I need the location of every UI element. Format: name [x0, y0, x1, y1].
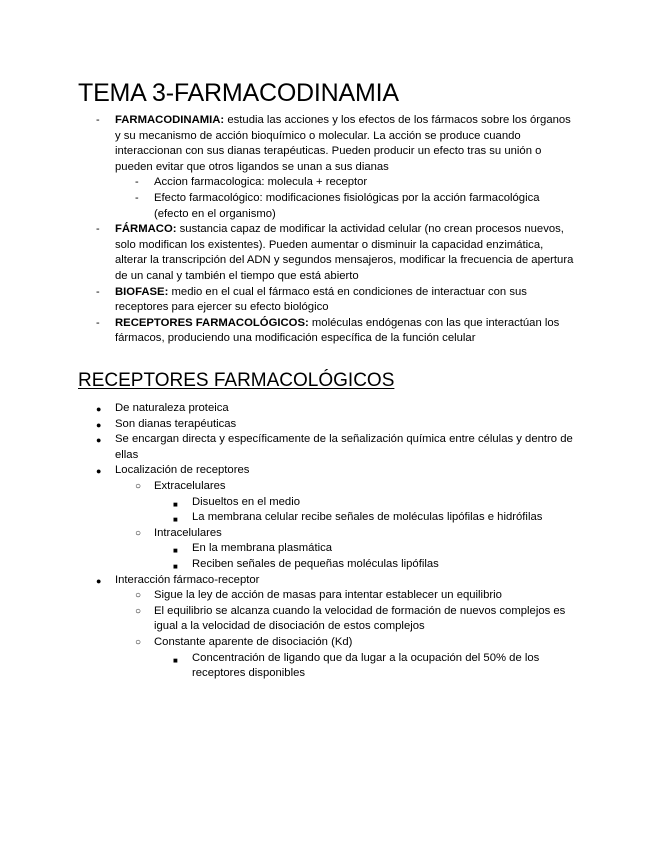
list-item: [135, 604, 586, 635]
item-text: En la membrana plasmática: [192, 542, 333, 555]
definition-text: medio en el cual el fármaco está en condiciones de interactuar con sus receptores para ejercer su efecto biológico: [115, 285, 527, 314]
bullet-marker: ●: [96, 466, 102, 477]
list-item: [96, 463, 586, 479]
term: RECEPTORES FARMACOLÓGICOS:: [115, 316, 309, 329]
dash-marker: -: [96, 316, 100, 329]
item-text: Concentración de ligando que da lugar a la ocupación del 50% de los receptores disponibles: [192, 651, 540, 680]
item-text: Extracelulares: [154, 479, 226, 492]
list-item: [96, 285, 576, 316]
bullet-marker: ●: [96, 435, 102, 446]
list-item: [135, 526, 586, 542]
list-item: [96, 222, 576, 284]
term: FARMACODINAMIA:: [115, 114, 225, 126]
term: BIOFASE:: [115, 285, 169, 298]
item-text: Interacción fármaco-receptor: [115, 573, 260, 586]
definition-text: estudia las acciones y los efectos de los fármacos sobre los órganos y su mecanismo de acción bioquímico o molecular. La acción se produce cuando interaccionan con sus dianas terapéuticas. Pueden producir un efecto tras su unión o pueden evitar que otros ligandos se unan a sus dianas: [115, 114, 571, 173]
dash-marker: -: [135, 176, 139, 189]
dash-marker: -: [96, 285, 100, 298]
bullet-marker: ●: [96, 404, 102, 414]
list-item: [135, 175, 576, 191]
list-item: [96, 113, 576, 175]
square-marker: ■: [173, 546, 178, 556]
square-marker: ■: [173, 515, 178, 525]
list-item: [96, 401, 586, 417]
circle-marker: ○: [135, 636, 142, 648]
definition-text: sustancia capaz de modificar la actividad celular (no crean procesos nuevos, solo modifican los existentes). Pueden aumentar o disminuir la capacidad enzimática, alterar la transcripción del ADN y segundos mensajeros, modificar la frecuencia de apertura de un canal y también el tiempo que está abierto: [115, 223, 574, 282]
item-text: Localización de receptores: [115, 464, 250, 477]
dash-marker: -: [135, 191, 139, 204]
receptors-list: [96, 401, 586, 682]
square-marker: ■: [173, 655, 178, 665]
circle-marker: ○: [135, 605, 142, 617]
square-marker: ■: [173, 561, 178, 571]
list-item: [173, 541, 586, 557]
list-item: [96, 432, 586, 463]
list-item: [135, 191, 576, 222]
square-marker: ■: [173, 499, 178, 509]
section-title: RECEPTORES FARMACOLÓGICOS: [78, 370, 395, 391]
item-text: De naturaleza proteica: [115, 402, 229, 414]
circle-marker: ○: [135, 527, 142, 539]
item-text: El equilibrio se alcanza cuando la velocidad de formación de nuevos complejos es igual a la velocidad de disociación de estos complejos: [154, 604, 566, 633]
page-title: TEMA 3-FARMACODINAMIA: [78, 79, 399, 107]
bullet-marker: ●: [96, 575, 102, 586]
list-item: [135, 588, 586, 604]
dash-marker: -: [96, 223, 100, 236]
list-item: [96, 417, 586, 433]
item-text: Reciben señales de pequeñas moléculas lipófilas: [192, 557, 439, 570]
list-item: [96, 316, 576, 347]
definitions-list: [96, 113, 576, 347]
dash-marker: -: [96, 114, 100, 126]
circle-marker: ○: [135, 590, 142, 602]
sub-item-text: Efecto farmacológico: modificaciones fisiológicas por la acción farmacológica (efecto en el organismo): [154, 191, 540, 220]
term: FÁRMACO:: [115, 223, 177, 236]
sub-item-text: Accion farmacologica: molecula + receptor: [154, 176, 368, 189]
circle-marker: ○: [135, 480, 142, 492]
item-text: Son dianas terapéuticas: [115, 417, 237, 430]
bullet-marker: ●: [96, 419, 102, 430]
list-item: [135, 635, 586, 651]
list-item: [96, 573, 586, 589]
definition-text: moléculas endógenas con las que interactúan los fármacos, produciendo una modificación específica de la función celular: [115, 316, 560, 345]
item-text: Disueltos en el medio: [192, 495, 301, 508]
item-text: Sigue la ley de acción de masas para intentar establecer un equilibrio: [154, 589, 502, 602]
list-item: [173, 510, 586, 526]
list-item: [173, 651, 586, 682]
list-item: [173, 557, 586, 573]
item-text: La membrana celular recibe señales de moléculas lipófilas e hidrófilas: [192, 511, 543, 524]
item-text: Intracelulares: [154, 526, 222, 539]
list-item: [173, 495, 586, 511]
list-item: [135, 479, 586, 495]
item-text: Constante aparente de disociación (Kd): [154, 635, 353, 648]
item-text: Se encargan directa y específicamente de la señalización química entre células y dentro de ellas: [115, 433, 573, 461]
